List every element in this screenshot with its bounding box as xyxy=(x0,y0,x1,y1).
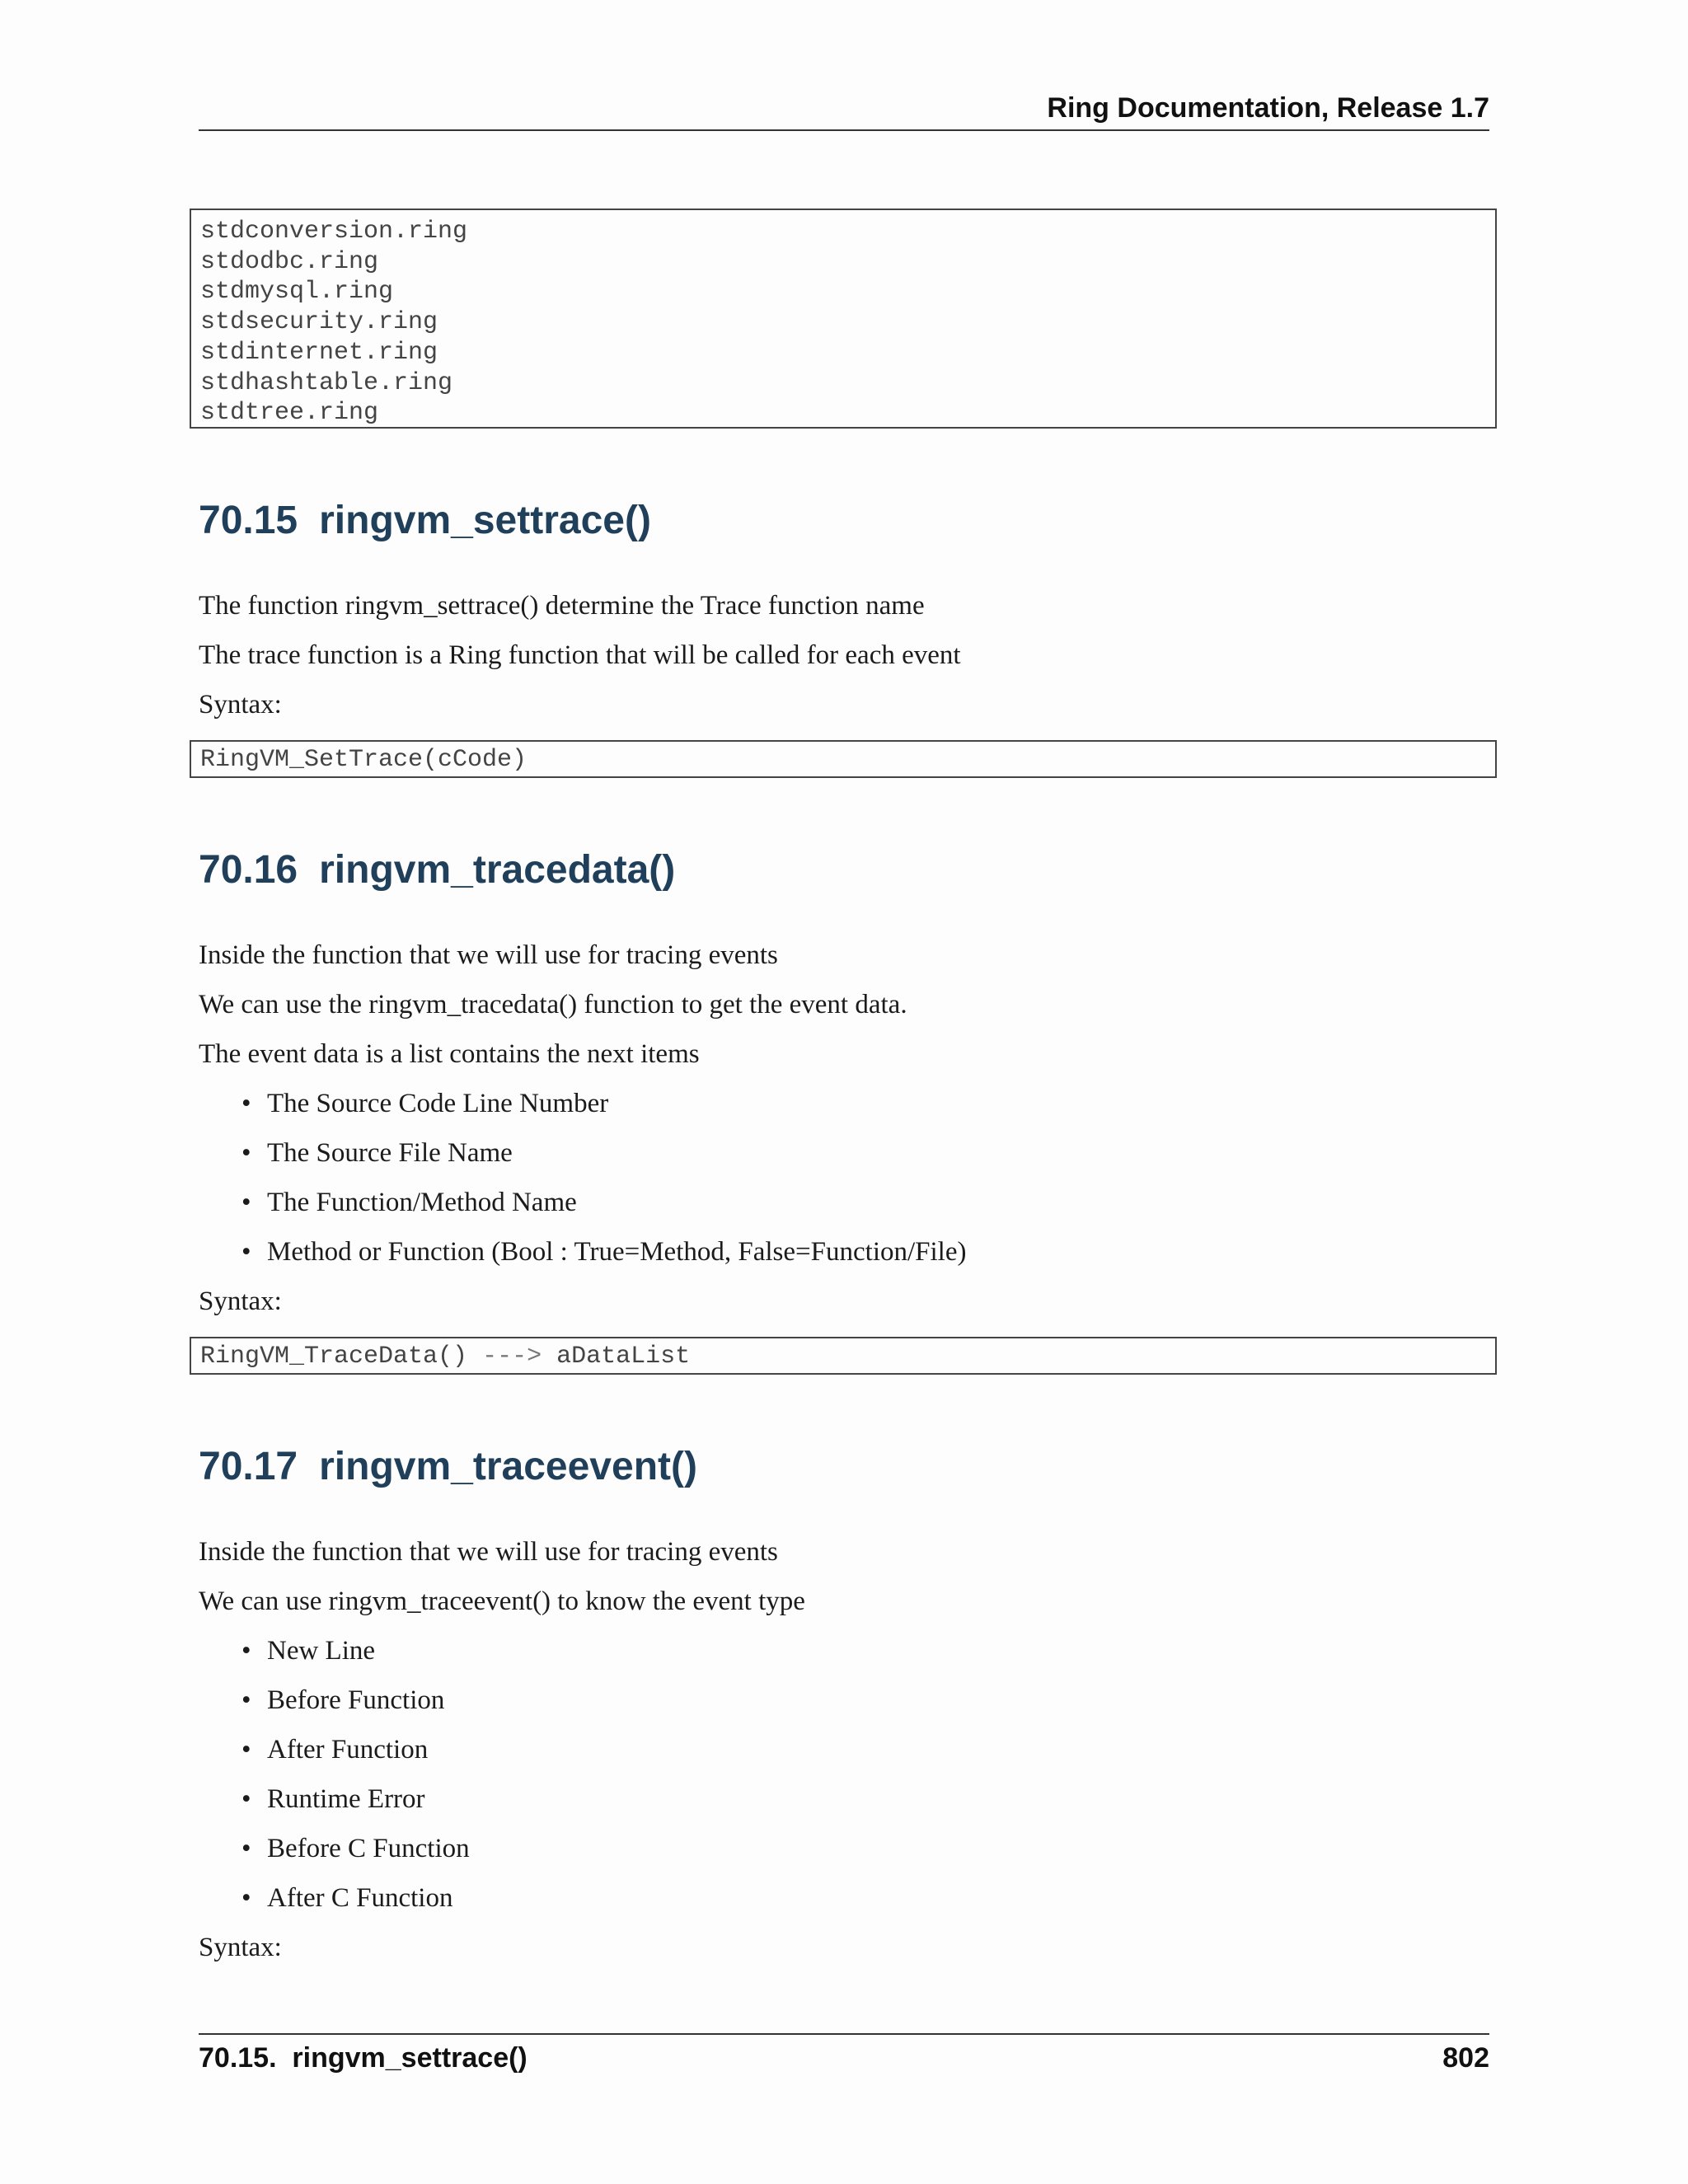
paragraph: We can use ringvm_traceevent() to know the event type xyxy=(199,1586,805,1616)
code-line: stdconversion.ring xyxy=(200,218,468,246)
code-text: RingVM_SetTrace(cCode) xyxy=(200,746,528,774)
paragraph: Inside the function that we will use for tracing events xyxy=(199,1537,778,1567)
code-block-file-list xyxy=(190,209,1497,429)
list-item: • Before Function xyxy=(241,1685,445,1715)
list-item: • Runtime Error xyxy=(241,1784,425,1814)
code-block-settrace xyxy=(190,740,1497,778)
code-line: stdhashtable.ring xyxy=(200,368,453,397)
syntax-label: Syntax: xyxy=(199,1933,282,1962)
list-item: • The Source File Name xyxy=(241,1138,513,1168)
section-title: ringvm_tracedata() xyxy=(319,848,676,892)
section-number: 70.17 xyxy=(199,1445,298,1488)
code-block-tracedata xyxy=(190,1337,1497,1375)
list-item: • Before C Function xyxy=(241,1834,470,1863)
list-item: • Method or Function (Bool : True=Method, False=Function/File) xyxy=(241,1237,967,1267)
code-line: stdmysql.ring xyxy=(200,278,394,307)
code-line: stdodbc.ring xyxy=(200,247,379,276)
list-item: • After C Function xyxy=(241,1883,453,1913)
page-number: 802 xyxy=(1442,2042,1489,2074)
paragraph: The event data is a list contains the next items xyxy=(199,1039,700,1069)
footer-section-title: 70.15. ringvm_settrace() xyxy=(199,2042,528,2074)
syntax-label: Syntax: xyxy=(199,1286,282,1316)
footer-rule xyxy=(199,2033,1489,2035)
code-line: stdsecurity.ring xyxy=(200,308,438,337)
list-item: • New Line xyxy=(241,1636,376,1666)
code-arrow: ---> xyxy=(482,1343,542,1371)
code-line: stdinternet.ring xyxy=(200,338,438,367)
paragraph: We can use the ringvm_tracedata() function to get the event data. xyxy=(199,990,907,1019)
running-header: Ring Documentation, Release 1.7 xyxy=(1047,92,1489,124)
list-item: • After Function xyxy=(241,1735,429,1765)
section-title: ringvm_settrace() xyxy=(319,499,651,542)
paragraph: Inside the function that we will use for tracing events xyxy=(199,940,778,970)
paragraph: The function ringvm_settrace() determine the Trace function name xyxy=(199,591,925,621)
section-number: 70.16 xyxy=(199,848,298,892)
document-page xyxy=(199,0,1489,2184)
list-item: • The Source Code Line Number xyxy=(241,1089,609,1118)
section-title: ringvm_traceevent() xyxy=(319,1445,697,1488)
code-call: RingVM_TraceData() xyxy=(200,1343,468,1371)
section-heading-70-15 xyxy=(199,498,651,543)
code-result: aDataList xyxy=(556,1343,691,1371)
header-rule xyxy=(199,129,1489,131)
syntax-label: Syntax: xyxy=(199,690,282,719)
section-heading-70-17 xyxy=(199,1444,697,1489)
list-item: • The Function/Method Name xyxy=(241,1188,577,1217)
section-number: 70.15 xyxy=(199,499,298,542)
paragraph: The trace function is a Ring function that will be called for each event xyxy=(199,640,961,670)
code-line: stdtree.ring xyxy=(200,399,379,428)
section-heading-70-16 xyxy=(199,847,675,893)
